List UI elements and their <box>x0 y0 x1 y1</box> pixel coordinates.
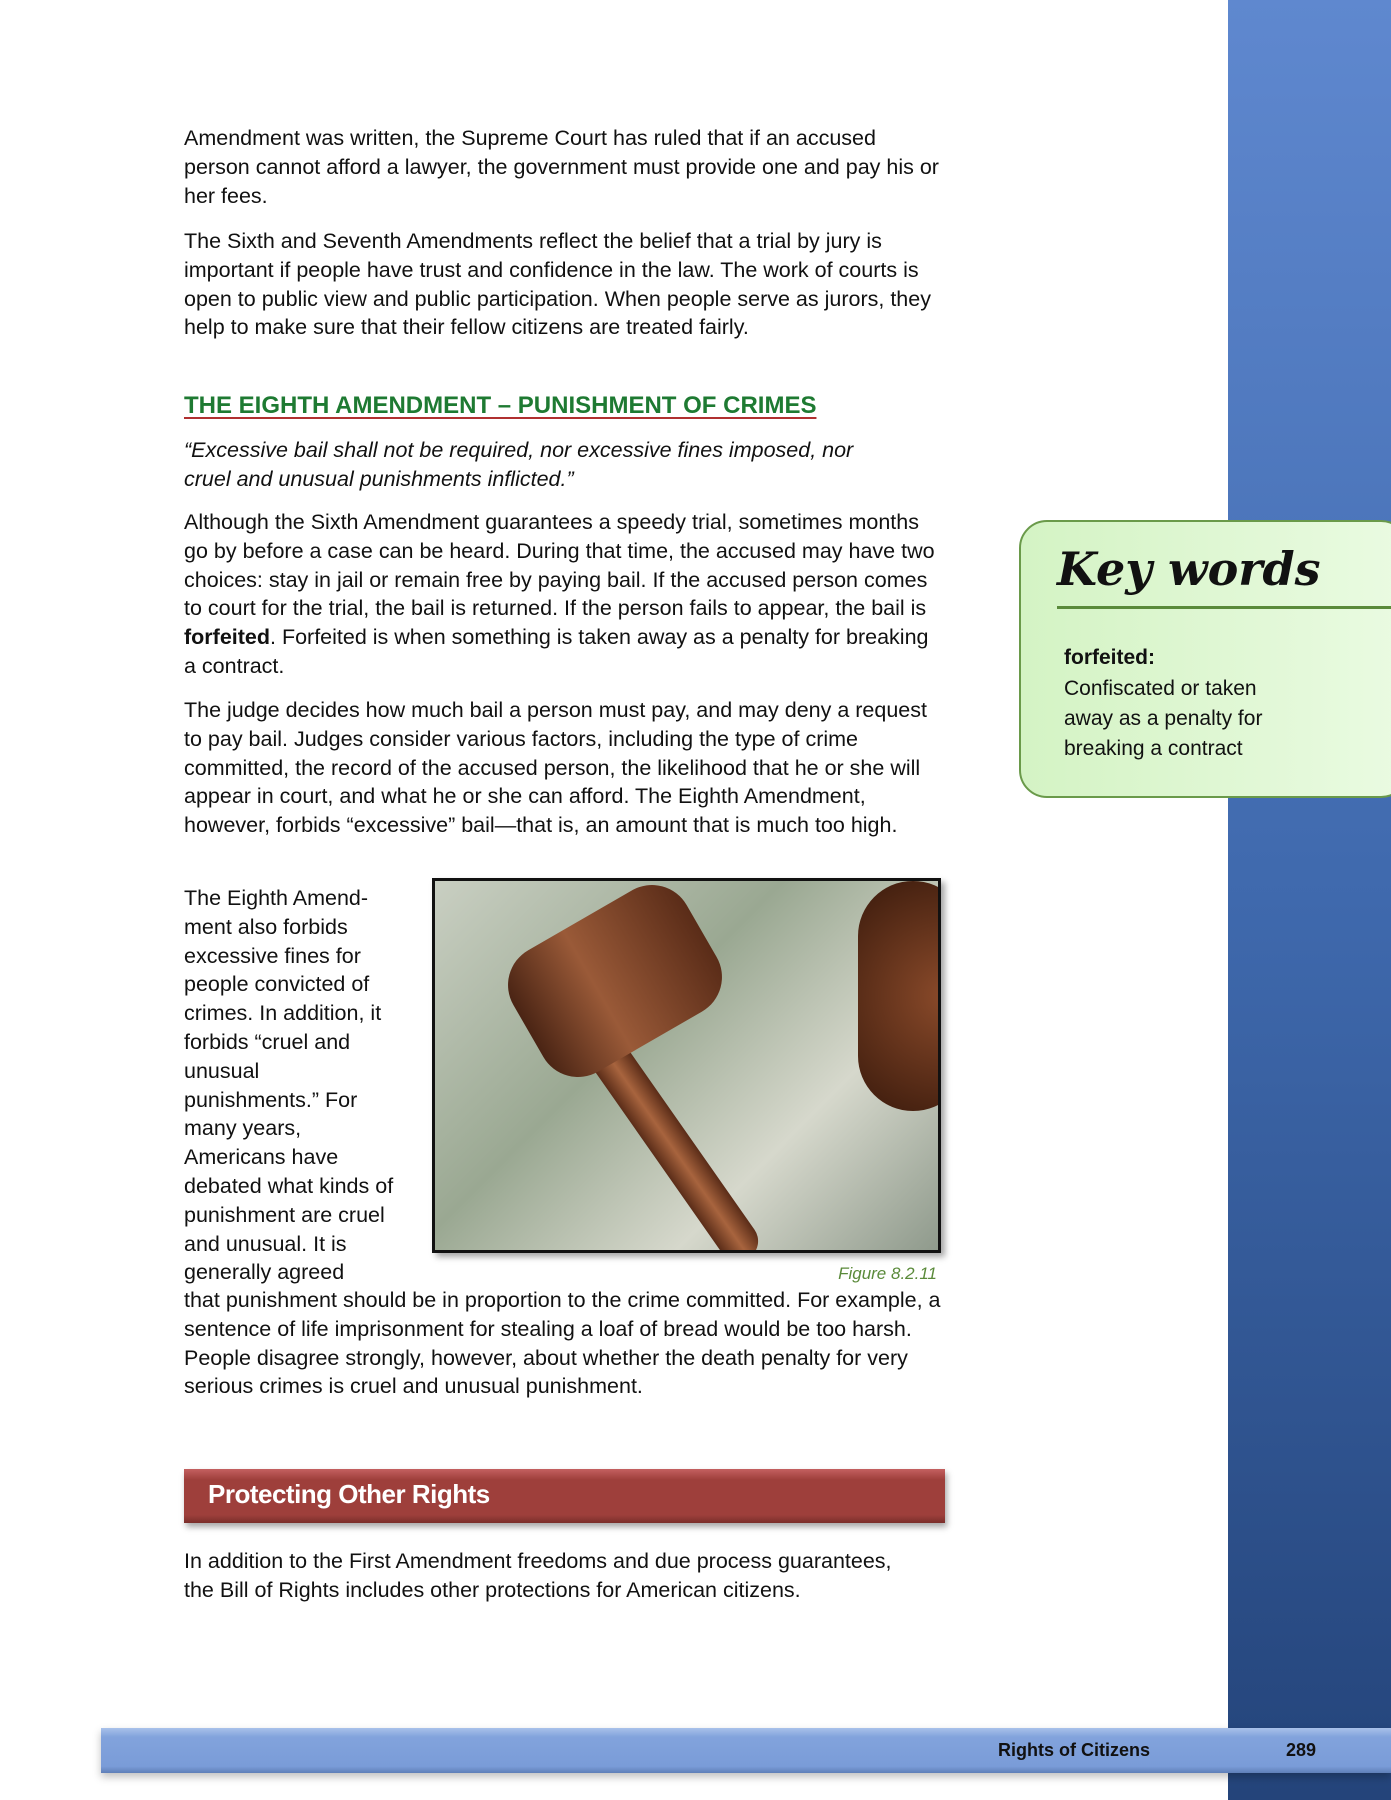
key-words-title: Key words <box>1057 542 1321 596</box>
divider <box>1057 606 1391 609</box>
text: Although the Sixth Amendment guarantees a speedy trial, sometimes months go by before a case can be heard. During that time, the accused may have two choices: stay in jail or remain free by paying bail. If the accused person comes to court for the trial, the bail is returned. If the person fails to appear, the bail is <box>184 510 935 621</box>
paragraph-fines-continued: that punishment should be in proportion to the crime committed. For example, a sentence of life imprisonment for stealing a loaf of bread would be too harsh. People disagree strongly, however, about whether the death penalty for very serious crimes is cruel and unusual punishment. <box>184 1288 941 1399</box>
section-heading: THE EIGHTH AMENDMENT – PUNISHMENT OF CRIMES <box>184 392 817 419</box>
key-term: forfeited: <box>1064 646 1155 669</box>
page-number: 289 <box>1286 1740 1317 1760</box>
paragraph-lawyer: Amendment was written, the Supreme Court has ruled that if an accused person cannot afford a lawyer, the government must provide one and pay his or her fees. <box>184 126 939 208</box>
paragraph-other-rights: In addition to the First Amendment freedoms and due process guarantees, the Bill of Rights includes other protections for American citizens. <box>184 1549 892 1602</box>
paragraph-bail <box>184 508 944 681</box>
side-color-band <box>1228 0 1391 1800</box>
gavel-money-image <box>432 878 941 1253</box>
footer-bar <box>101 1728 1391 1773</box>
paragraph-jury: The Sixth and Seventh Amendments reflect the belief that a trial by jury is important if people have trust and confidence in the law. The work of courts is open to public view and public participation. When people serve as jurors, they help to make sure that their fellow citizens are treated fairly. <box>184 229 931 340</box>
paragraph-judge: The judge decides how much bail a person must pay, and may deny a request to pay bail. Judges consider various factors, including the type of crime committed, the record of the accused person, the likelihood that he or she will appear in court, and what he or she can afford. The Eighth Amendment, however, forbids “excessive” bail—that is, an amount that is much too high. <box>184 698 927 838</box>
section-banner: Protecting Other Rights <box>184 1469 945 1523</box>
amendment-quote: “Excessive bail shall not be required, nor excessive fines imposed, nor cruel and unusual punishments inflicted.” <box>184 438 854 491</box>
key-words-box <box>1019 520 1391 798</box>
chapter-title: Rights of Citizens <box>998 1740 1150 1760</box>
key-definition: Confiscated or taken away as a penalty for breaking a contract <box>1064 677 1263 760</box>
text: . Forfeited is when something is taken away as a penalty for breaking a contract. <box>184 625 929 678</box>
gavel-head <box>493 878 736 1092</box>
keyword-forfeited: forfeited <box>184 625 270 650</box>
sound-block <box>858 881 941 1111</box>
paragraph-fines-wrapped: The Eighth Amend-ment also forbids excessive fines for people convicted of crimes. In addition, it forbids “cruel and unusual punishments.” For many years, Americans have debated what kinds of punishment are cruel and unusual. It is generally agreed <box>184 886 394 1285</box>
gavel-handle <box>584 1033 766 1253</box>
figure-caption: Figure 8.2.11 <box>838 1264 937 1283</box>
